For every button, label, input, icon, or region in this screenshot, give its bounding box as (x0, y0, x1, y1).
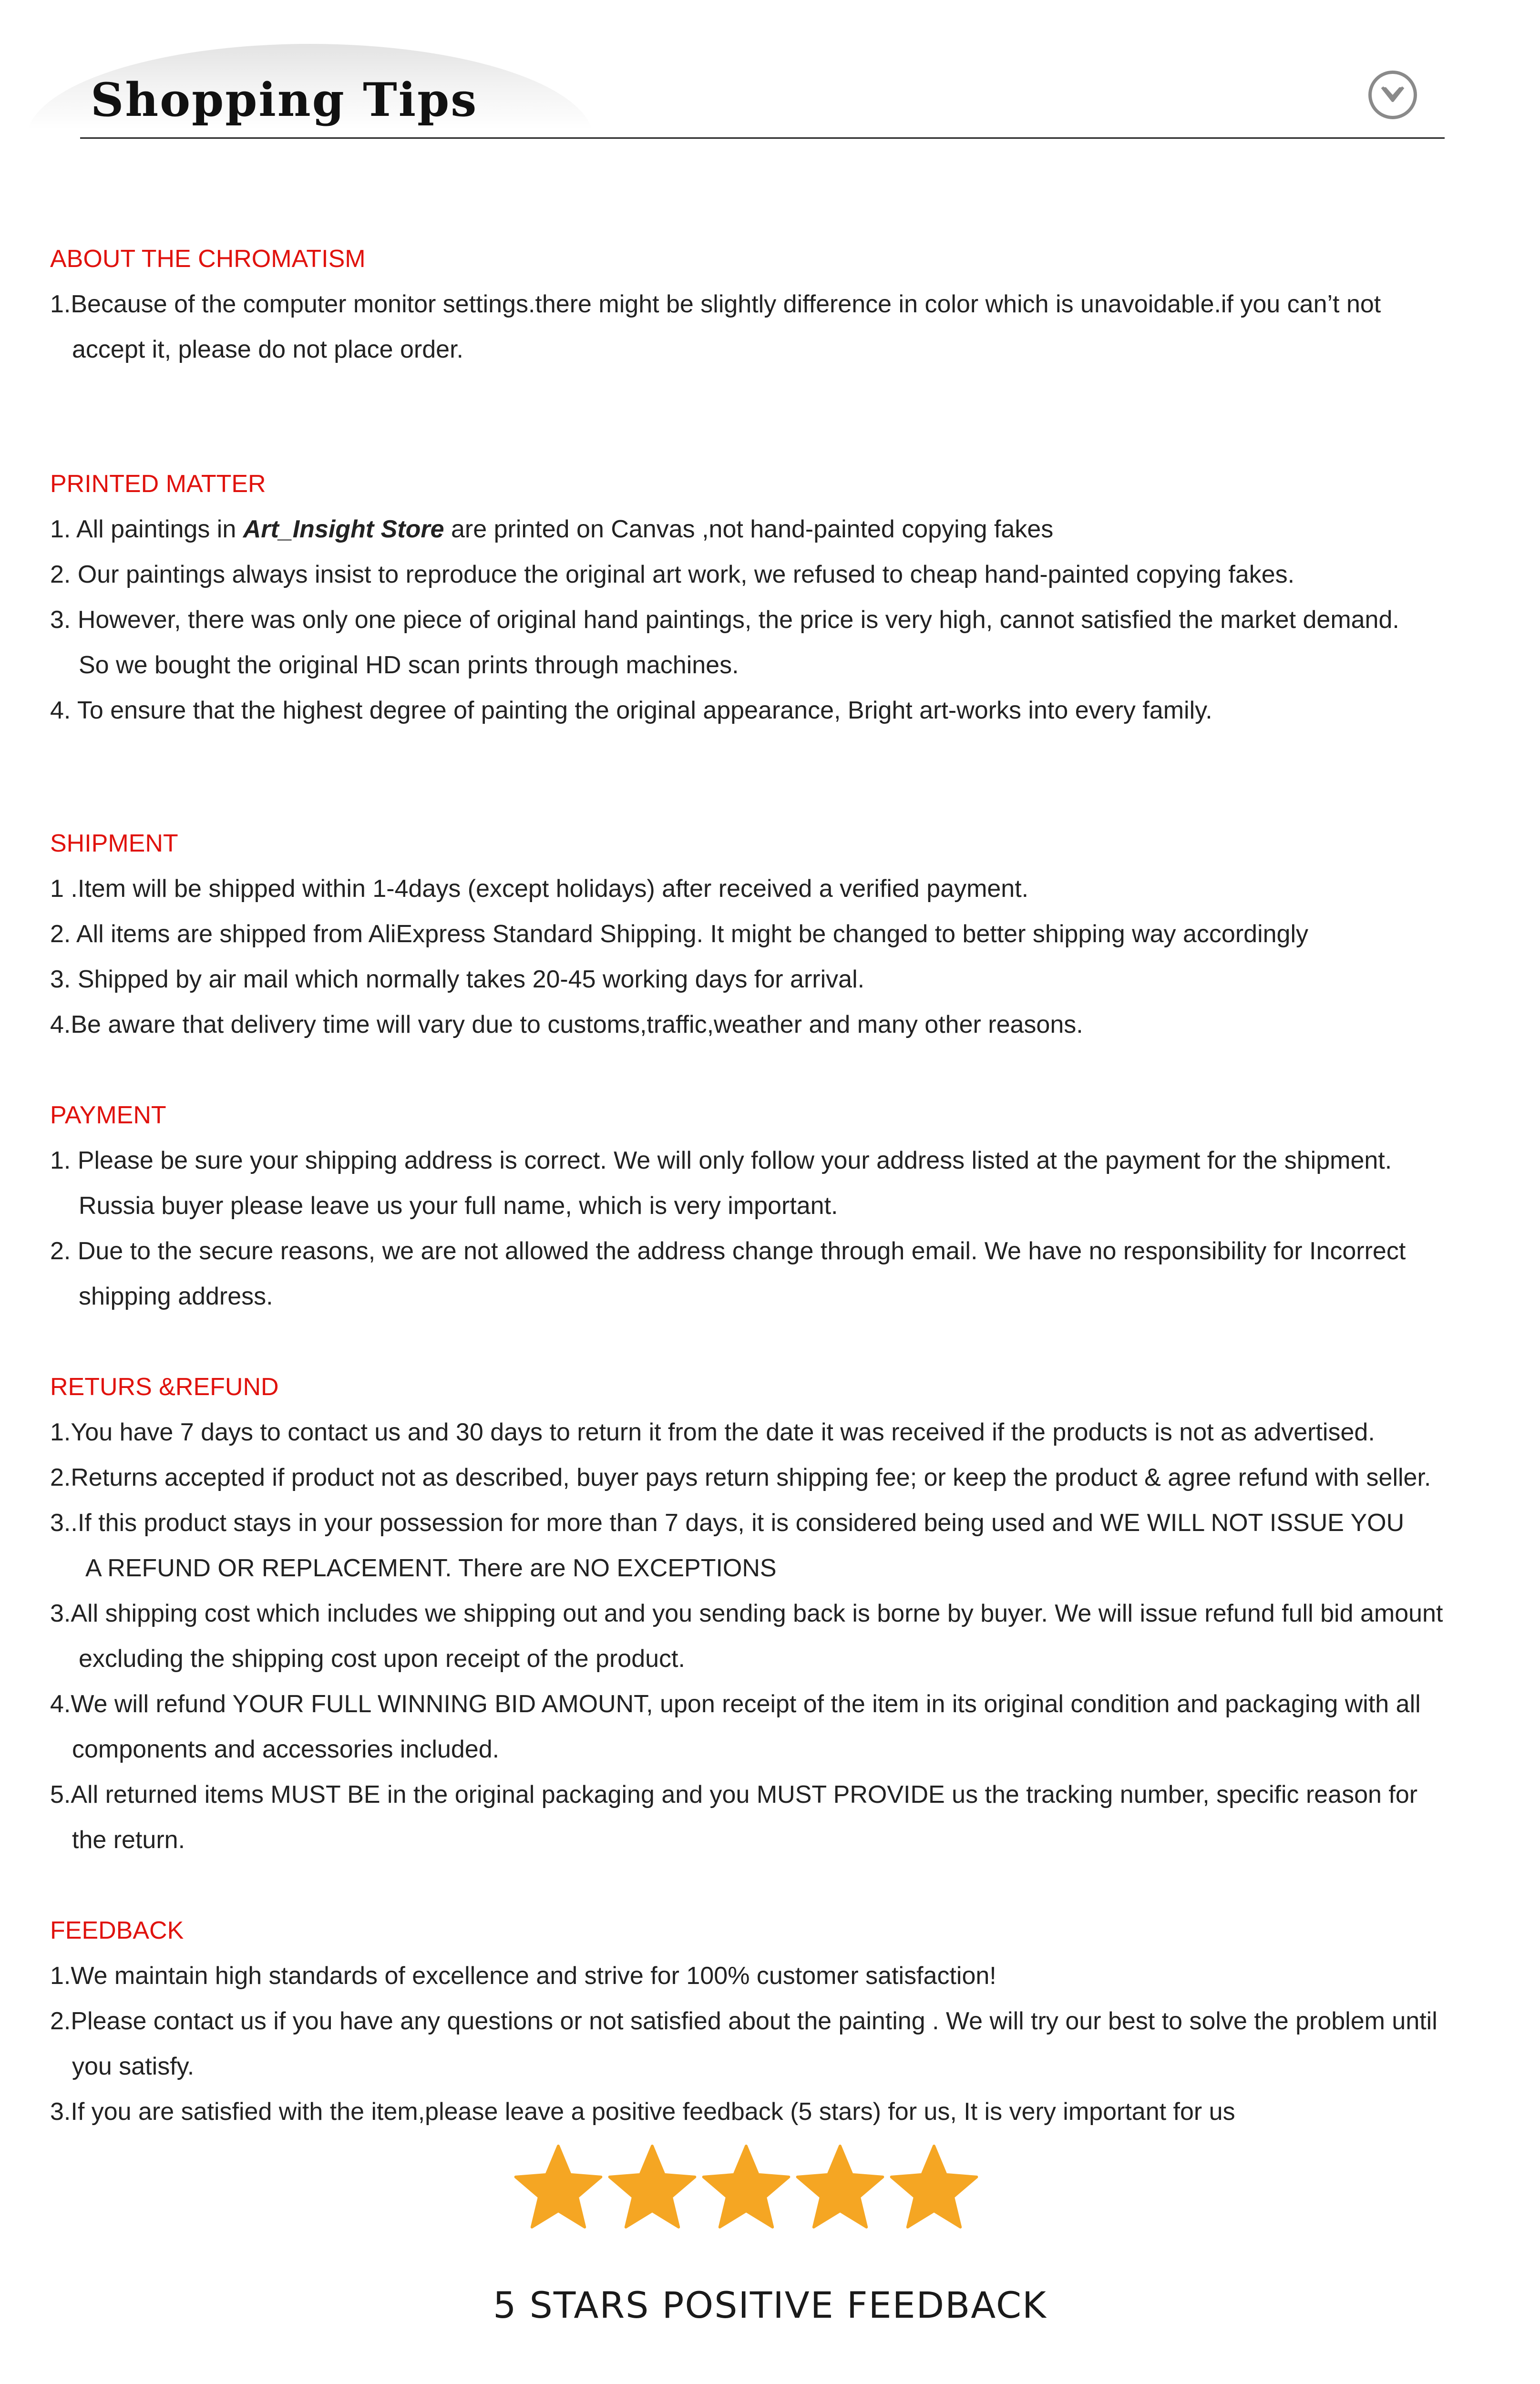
refund-item-3: 3..If this product stays in your possession for more than 7 days, it is considered being used and WE WILL NOT ISSUE YOU (50, 1509, 1405, 1537)
payment-item-2-cont: shipping address. (79, 1283, 273, 1310)
expand-button[interactable] (1368, 71, 1417, 119)
star-icon (700, 2143, 792, 2235)
printed-item-1-post: are printed on Canvas ,not hand-painted copying fakes (444, 515, 1054, 543)
section-title-shipment: SHIPMENT (50, 830, 178, 857)
section-title-payment: PAYMENT (50, 1101, 166, 1129)
refund-item-6-cont: the return. (72, 1826, 185, 1854)
section-title-feedback: FEEDBACK (50, 1917, 184, 1944)
feedback-item-3: 3.If you are satisfied with the item,please leave a positive feedback (5 stars) for us, It is very important for us (50, 2098, 1235, 2126)
printed-item-1 (50, 507, 1053, 552)
feedback-item-2: 2.Please contact us if you have any questions or not satisfied about the painting . We will try our best to solve the problem until (50, 2007, 1437, 2035)
shipment-item-4: 4.Be aware that delivery time will vary due to customs,traffic,weather and many other reasons. (50, 1011, 1083, 1038)
printed-item-4: 4. To ensure that the highest degree of painting the original appearance, Bright art-works into every family. (50, 697, 1212, 724)
chromatism-item-1: 1.Because of the computer monitor settings.there might be slightly difference in color which is unavoidable.if you can’t not (50, 290, 1381, 318)
printed-item-3-cont: So we bought the original HD scan prints through machines. (79, 651, 739, 679)
star-icon (794, 2143, 886, 2235)
star-icon (606, 2143, 698, 2235)
header-divider (80, 137, 1445, 139)
star-icon (888, 2143, 980, 2235)
five-star-rating (513, 2143, 980, 2235)
refund-item-5-cont: components and accessories included. (72, 1736, 500, 1763)
section-title-printed-matter: PRINTED MATTER (50, 470, 266, 498)
refund-item-6: 5.All returned items MUST BE in the original packaging and you MUST PROVIDE us the tracking number, specific reason for (50, 1781, 1418, 1809)
shipment-item-1: 1 .Item will be shipped within 1-4days (except holidays) after received a verified payment. (50, 875, 1029, 903)
chromatism-item-1-cont: accept it, please do not place order. (72, 336, 463, 363)
refund-item-4-cont: excluding the shipping cost upon receipt of the product. (79, 1645, 685, 1673)
page-title: Shopping Tips (91, 73, 478, 127)
refund-item-1: 1.You have 7 days to contact us and 30 days to return it from the date it was received if the products is not as advertised. (50, 1418, 1375, 1446)
shipment-item-3: 3. Shipped by air mail which normally takes 20-45 working days for arrival. (50, 966, 865, 993)
store-name: Art_Insight Store (243, 515, 444, 543)
rating-caption: 5 STARS POSITIVE FEEDBACK (493, 2284, 1047, 2326)
feedback-item-2-cont: you satisfy. (72, 2053, 195, 2080)
section-title-chromatism: ABOUT THE CHROMATISM (50, 245, 366, 273)
refund-item-2: 2.Returns accepted if product not as described, buyer pays return shipping fee; or keep the product & agree refund with seller. (50, 1464, 1431, 1491)
refund-item-3-cont: A REFUND OR REPLACEMENT. There are NO EXCEPTIONS (85, 1554, 777, 1582)
payment-item-1-cont: Russia buyer please leave us your full name, which is very important. (79, 1192, 838, 1220)
shipment-item-2: 2. All items are shipped from AliExpress Standard Shipping. It might be changed to better shipping way accordingly (50, 920, 1309, 948)
star-icon (513, 2143, 604, 2235)
feedback-item-1: 1.We maintain high standards of excellence and strive for 100% customer satisfaction! (50, 1962, 996, 1990)
printed-item-2: 2. Our paintings always insist to reproduce the original art work, we refused to cheap hand-painted copying fakes. (50, 561, 1295, 588)
section-title-returns-refund: RETURS &REFUND (50, 1373, 279, 1401)
printed-item-3: 3. However, there was only one piece of original hand paintings, the price is very high, cannot satisfied the market demand. (50, 606, 1399, 634)
printed-item-1-pre: 1. All paintings in (50, 515, 243, 543)
chevron-down-icon (1378, 80, 1407, 111)
refund-item-5: 4.We will refund YOUR FULL WINNING BID AMOUNT, upon receipt of the item in its original condition and packaging with all (50, 1690, 1421, 1718)
refund-item-4: 3.All shipping cost which includes we shipping out and you sending back is borne by buyer. We will issue refund full bid amount (50, 1600, 1443, 1627)
payment-item-2: 2. Due to the secure reasons, we are not allowed the address change through email. We have no responsibility for Incorrect (50, 1237, 1406, 1265)
payment-item-1: 1. Please be sure your shipping address is correct. We will only follow your address listed at the payment for the shipment. (50, 1147, 1392, 1174)
